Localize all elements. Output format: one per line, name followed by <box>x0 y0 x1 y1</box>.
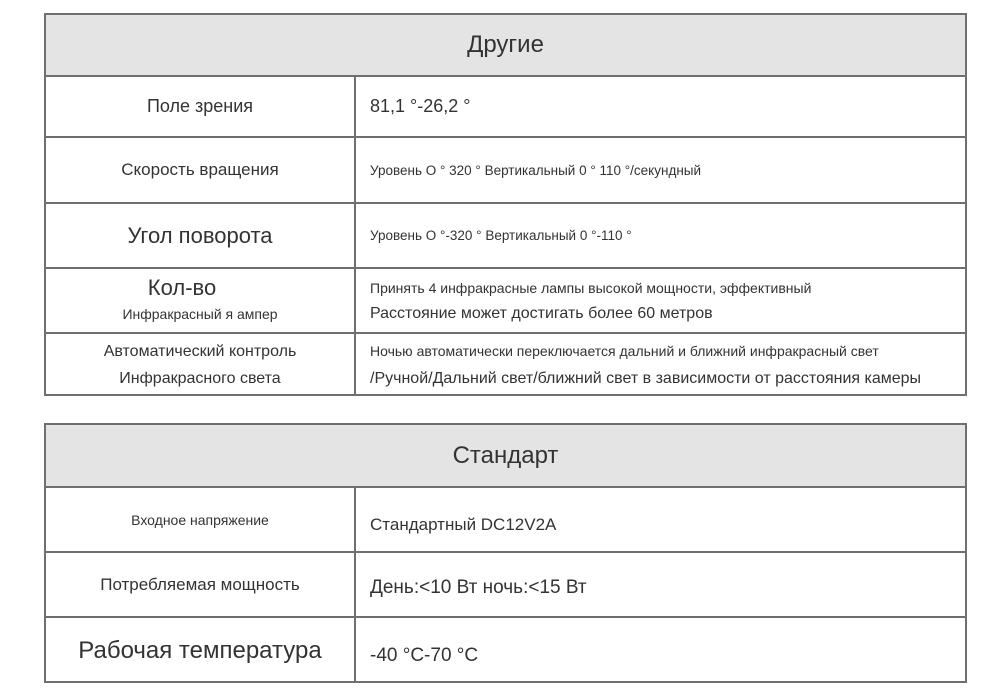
row-label <box>46 553 356 616</box>
table-row <box>46 334 965 396</box>
field-of-view-value: 81,1 °-26,2 ° <box>370 96 471 116</box>
ir-lamps-value-line2: Расстояние может достигать более 60 метров <box>370 304 713 322</box>
others-table-header <box>46 15 965 77</box>
auto-control-label: Автоматический контроль <box>103 343 297 360</box>
table-row <box>46 77 965 138</box>
row-value <box>356 77 965 136</box>
row-label <box>46 77 356 136</box>
input-voltage-label: Входное напряжение <box>131 511 269 528</box>
row-label <box>46 204 356 267</box>
row-label <box>46 488 356 551</box>
ir-count-label: Кол-во <box>147 274 217 300</box>
ir-lamp-label: Инфракрасный я ампер <box>122 305 278 322</box>
row-label <box>46 618 356 683</box>
input-voltage-value: Стандартный DC12V2A <box>370 514 557 534</box>
power-consumption-label: Потребляемая мощность <box>100 574 300 594</box>
others-title: Другие <box>467 31 544 58</box>
row-label <box>46 138 356 202</box>
ir-lamps-value-line1: Принять 4 инфракрасные лампы высокой мощности, эффективный <box>370 279 812 296</box>
table-row <box>46 488 965 553</box>
table-row <box>46 204 965 269</box>
row-label <box>46 269 356 332</box>
power-consumption-value: День:<10 Вт ночь:<15 Вт <box>370 576 587 598</box>
rotation-angle-label: Угол поворота <box>127 222 273 248</box>
operating-temperature-value: -40 °C-70 °C <box>370 644 479 666</box>
ir-light-label: Инфракрасного света <box>119 370 281 387</box>
row-value <box>356 204 965 267</box>
field-of-view-label: Поле зрения <box>146 96 254 116</box>
row-value <box>356 269 965 332</box>
table-row <box>46 138 965 204</box>
standard-title: Стандарт <box>452 441 559 469</box>
standard-table-header <box>46 425 965 488</box>
ir-switch-value-line1: Ночью автоматически переключается дальний и ближний инфракрасный свет <box>370 343 879 359</box>
row-value <box>356 334 965 396</box>
rotation-speed-value: Уровень O ° 320 ° Вертикальный 0 ° 110 °/секундный <box>370 162 702 178</box>
ir-switch-value-line2: /Ручной/Дальний свет/ближний свет в зависимости от расстояния камеры <box>370 370 922 387</box>
rotation-angle-value: Уровень O °-320 ° Вертикальный 0 °-110 ° <box>370 228 632 243</box>
row-value <box>356 618 965 683</box>
table-row <box>46 269 965 334</box>
row-value <box>356 488 965 551</box>
row-value <box>356 553 965 616</box>
row-label <box>46 334 356 396</box>
table-row <box>46 553 965 618</box>
others-table <box>44 13 967 396</box>
standard-table <box>44 423 967 683</box>
operating-temperature-label: Рабочая температура <box>78 636 322 664</box>
table-row <box>46 618 965 683</box>
row-value <box>356 138 965 202</box>
rotation-speed-label: Скорость вращения <box>121 160 279 179</box>
